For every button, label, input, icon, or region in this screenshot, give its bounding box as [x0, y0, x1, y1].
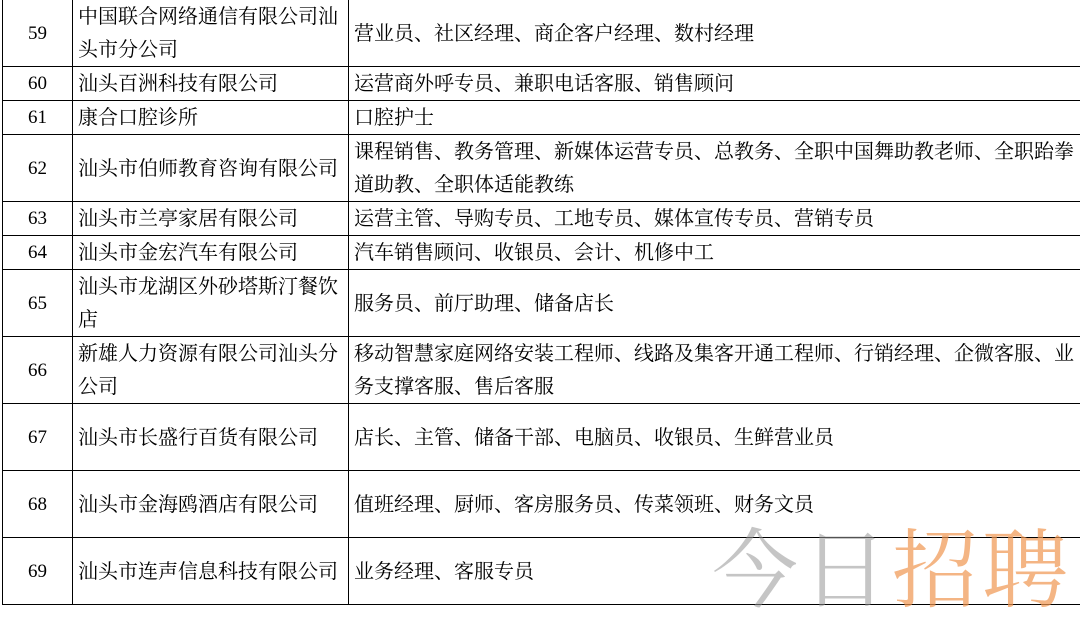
row-number: 67: [3, 404, 73, 471]
table-row: [3, 236, 1080, 270]
row-number: 61: [3, 101, 73, 135]
job-listing-table: [2, 0, 1080, 605]
table-row: [3, 202, 1080, 236]
row-number: 63: [3, 202, 73, 236]
company-name: 汕头市连声信息科技有限公司: [73, 538, 349, 605]
row-number: 65: [3, 270, 73, 337]
company-name: 汕头市长盛行百货有限公司: [73, 404, 349, 471]
job-positions: 课程销售、教务管理、新媒体运营专员、总教务、全职中国舞助教老师、全职跆拳道助教、全职体适能教练: [349, 135, 1080, 202]
row-number: 66: [3, 337, 73, 404]
job-positions: 店长、主管、储备干部、电脑员、收银员、生鲜营业员: [349, 404, 1080, 471]
table-row: [3, 471, 1080, 538]
table-row: [3, 404, 1080, 471]
table-row: [3, 135, 1080, 202]
watermark-text-recruit: 招聘: [892, 521, 1072, 621]
company-name: 新雄人力资源有限公司汕头分公司: [73, 337, 349, 404]
row-number: 62: [3, 135, 73, 202]
table-row: [3, 270, 1080, 337]
company-name: 汕头百洲科技有限公司: [73, 67, 349, 101]
table-row: [3, 0, 1080, 67]
row-number: 64: [3, 236, 73, 270]
job-positions: 口腔护士: [349, 101, 1080, 135]
company-name: 汕头市伯师教育咨询有限公司: [73, 135, 349, 202]
job-positions: 运营主管、导购专员、工地专员、媒体宣传专员、营销专员: [349, 202, 1080, 236]
row-number: 68: [3, 471, 73, 538]
job-positions: 运营商外呼专员、兼职电话客服、销售顾问: [349, 67, 1080, 101]
company-name: 康合口腔诊所: [73, 101, 349, 135]
job-positions: 业务经理、客服专员: [349, 538, 1080, 605]
job-positions: 值班经理、厨师、客房服务员、传菜领班、财务文员: [349, 471, 1080, 538]
row-number: 69: [3, 538, 73, 605]
row-number: 60: [3, 67, 73, 101]
table-row: [3, 337, 1080, 404]
company-name: 汕头市金宏汽车有限公司: [73, 236, 349, 270]
table-row: [3, 101, 1080, 135]
table-row: [3, 538, 1080, 605]
job-positions: 汽车销售顾问、收银员、会计、机修中工: [349, 236, 1080, 270]
job-positions: 营业员、社区经理、商企客户经理、数村经理: [349, 0, 1080, 67]
row-number: 59: [3, 0, 73, 67]
company-name: 汕头市金海鸥酒店有限公司: [73, 471, 349, 538]
company-name: 中国联合网络通信有限公司汕头市分公司: [73, 0, 349, 67]
table-row: [3, 67, 1080, 101]
watermark-text-today: 今日: [712, 521, 892, 621]
company-name: 汕头市兰亭家居有限公司: [73, 202, 349, 236]
company-name: 汕头市龙湖区外砂塔斯汀餐饮店: [73, 270, 349, 337]
job-positions: 移动智慧家庭网络安装工程师、线路及集客开通工程师、行销经理、企微客服、业务支撑客服、售后客服: [349, 337, 1080, 404]
job-positions: 服务员、前厅助理、储备店长: [349, 270, 1080, 337]
